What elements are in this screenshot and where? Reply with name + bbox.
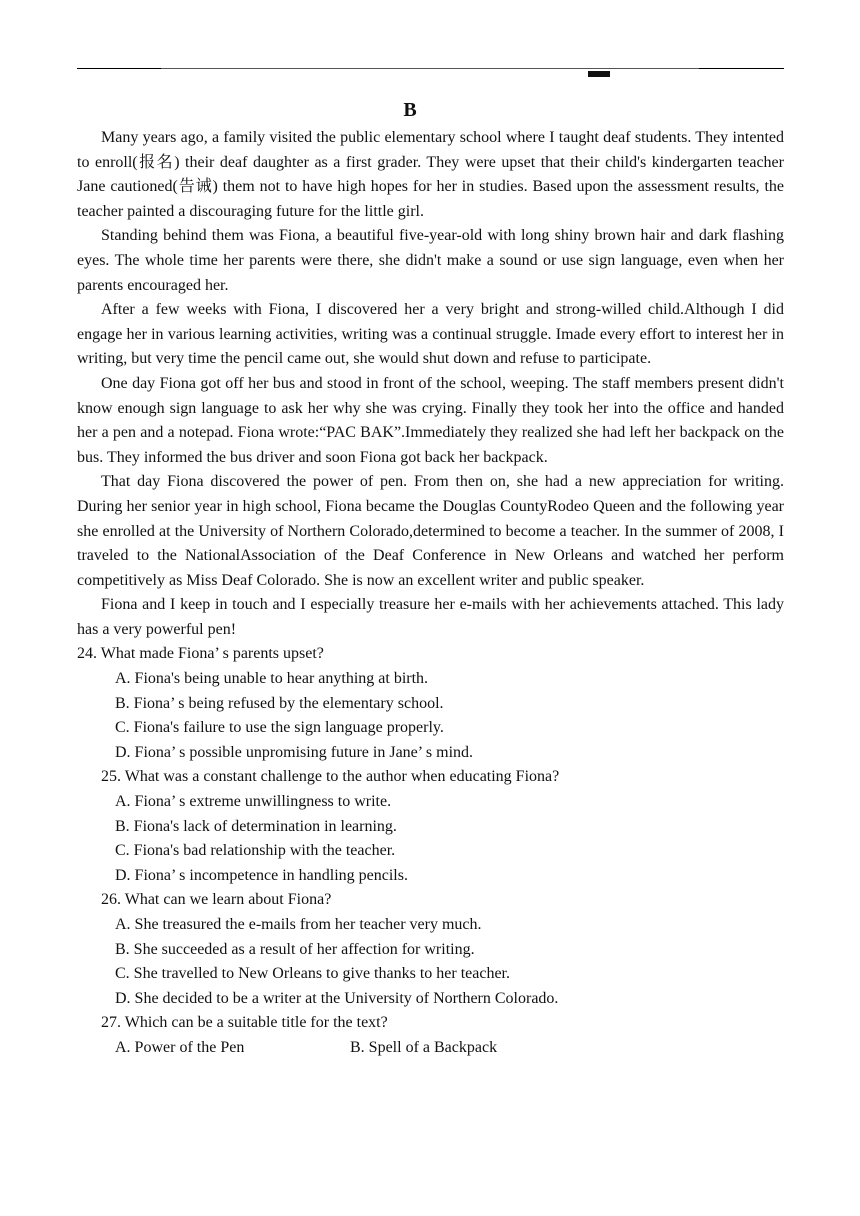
passage-paragraph: Many years ago, a family visited the public elementary school where I taught deaf students. They intented to enroll(报名) their deaf daughter as a first grader. They were upset that their child's kindergarten teacher Jane cautioned(告诫) them not to have high hopes for her in studies. Based upon the assessment results, the teacher painted a discouraging future for the little girl.	[77, 129, 784, 220]
answer-option: A. Fiona’ s extreme unwillingness to write.	[115, 793, 392, 811]
answer-option: D. Fiona’ s incompetence in handling pencils.	[115, 866, 408, 884]
passage-paragraph: One day Fiona got off her bus and stood in front of the school, weeping. The staff members present didn't know enough sign language to ask her why she was crying. Finally they took her into the office and handed her a pen and a notepad. Fiona wrote:“PAC BAK”.Immediately they realized she had left her backpack on the bus. They informed the bus driver and soon Fiona got back her backpack.	[77, 374, 784, 466]
header-rule	[161, 68, 699, 69]
document-body	[77, 126, 784, 1061]
passage-paragraph: After a few weeks with Fiona, I discovered her a very bright and strong-willed child.Although I did engage her in various learning activities, writing was a continual struggle. Imade every effort to interest her in writing, but very time the pencil came out, she would shut down and refuse to participate.	[77, 301, 784, 368]
question-stem: 27. Which can be a suitable title for the text?	[101, 1014, 388, 1032]
question-stem: 26. What can we learn about Fiona?	[101, 891, 332, 909]
header-rule	[699, 68, 784, 69]
answer-option: B. Fiona's lack of determination in learning.	[115, 817, 397, 835]
answer-option: A. Power of the Pen	[115, 1038, 245, 1056]
answer-option: C. Fiona's failure to use the sign language properly.	[115, 719, 444, 737]
answer-option: B. Fiona’ s being refused by the elementary school.	[115, 694, 444, 712]
answer-option: A. Fiona's being unable to hear anything at birth.	[115, 670, 429, 688]
answer-option: B. She succeeded as a result of her affection for writing.	[115, 940, 475, 958]
passage-paragraph: Fiona and I keep in touch and I especially treasure her e-mails with her achievements attached. This lady has a very powerful pen!	[77, 596, 784, 638]
answer-option: D. She decided to be a writer at the University of Northern Colorado.	[115, 989, 559, 1007]
header-logo-mark	[588, 71, 610, 77]
question-stem: 24. What made Fiona’ s parents upset?	[77, 645, 324, 663]
answer-option: D. Fiona’ s possible unpromising future in Jane’ s mind.	[115, 743, 474, 761]
passage-paragraph: That day Fiona discovered the power of pen. From then on, she had a new appreciation for writing. During her senior year in high school, Fiona became the Douglas CountyRodeo Queen and the following year she enrolled at the University of Northern Colorado,determined to become a teacher. In the summer of 2008, I traveled to the NationalAssociation of the Deaf Conference in New Orleans and watched her perform competitively as Miss Deaf Colorado. She is now an excellent writer and public speaker.	[77, 473, 784, 589]
question-stem: 25. What was a constant challenge to the author when educating Fiona?	[101, 768, 560, 786]
answer-option-row	[77, 1036, 784, 1061]
answer-option: C. She travelled to New Orleans to give thanks to her teacher.	[115, 965, 510, 983]
answer-option: A. She treasured the e-mails from her teacher very much.	[115, 916, 482, 933]
answer-option: B. Spell of a Backpack	[350, 1038, 498, 1056]
answer-option: C. Fiona's bad relationship with the teacher.	[115, 842, 396, 860]
section-title: B	[403, 99, 417, 121]
passage-paragraph: Standing behind them was Fiona, a beautiful five-year-old with long shiny brown hair and dark flashing eyes. The whole time her parents were there, she didn't make a sound or use sign language, even when her parents encouraged her.	[77, 227, 784, 294]
header-rule	[77, 68, 161, 69]
